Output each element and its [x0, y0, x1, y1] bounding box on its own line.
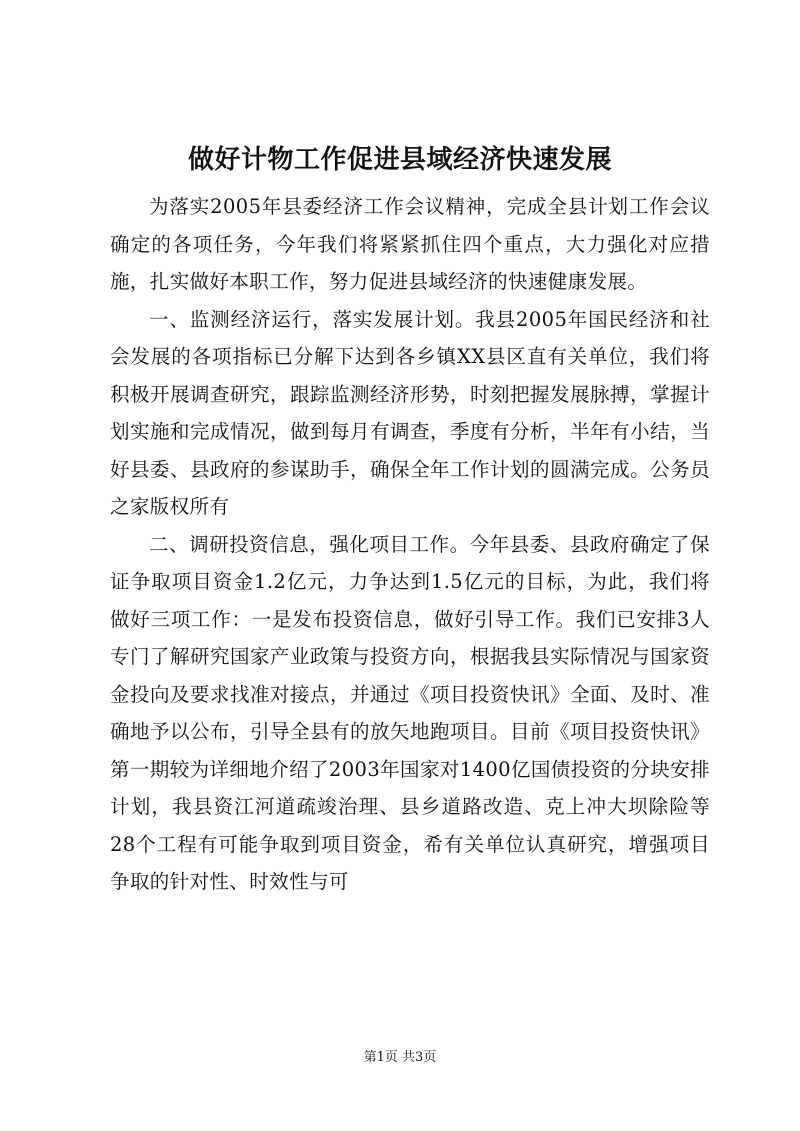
document-body	[110, 188, 710, 901]
paragraph-section-2: 二、调研投资信息，强化项目工作。今年县委、县政府确定了保证争取项目资金1.2亿元，力争达到1.5亿元的目标，为此，我们将做好三项工作：一是发布投资信息，做好引导工作。我们已安排3人专门了解研究国家产业政策与投资方向，根据我县实际情况与国家资金投向及要求找准对接点，并通过《项目投资快讯》全面、及时、准确地予以公布，引导全县有的放矢地跑项目。目前《项目投资快讯》第一期较为详细地介绍了2003年国家对1400亿国债投资的分块安排计划，我县资江河道疏竣治理、县乡道路改造、克上冲大坝除险等28个工程有可能争取到项目资金，希有关单位认真研究，增强项目争取的针对性、时效性与可	[110, 532, 710, 893]
page-number: 第1页 共3页	[363, 1050, 437, 1065]
paragraph-intro: 为落实2005年县委经济工作会议精神，完成全县计划工作会议确定的各项任务，今年我们将紧紧抓住四个重点，大力强化对应措施，扎实做好本职工作，努力促进县域经济的快速健康发展。	[110, 195, 710, 293]
document-title: 做好计物工作促进县域经济快速发展	[187, 145, 612, 175]
paragraph-section-1: 一、监测经济运行，落实发展计划。我县2005年国民经济和社会发展的各项指标已分解下达到各乡镇XX县区直有关单位，我们将积极开展调查研究，跟踪监测经济形势，时刻把握发展脉搏，掌握计划实施和完成情况，做到每月有调查，季度有分析，半年有小结，当好县委、县政府的参谋助手，确保全年工作计划的圆满完成。公务员之家版权所有	[110, 307, 710, 518]
